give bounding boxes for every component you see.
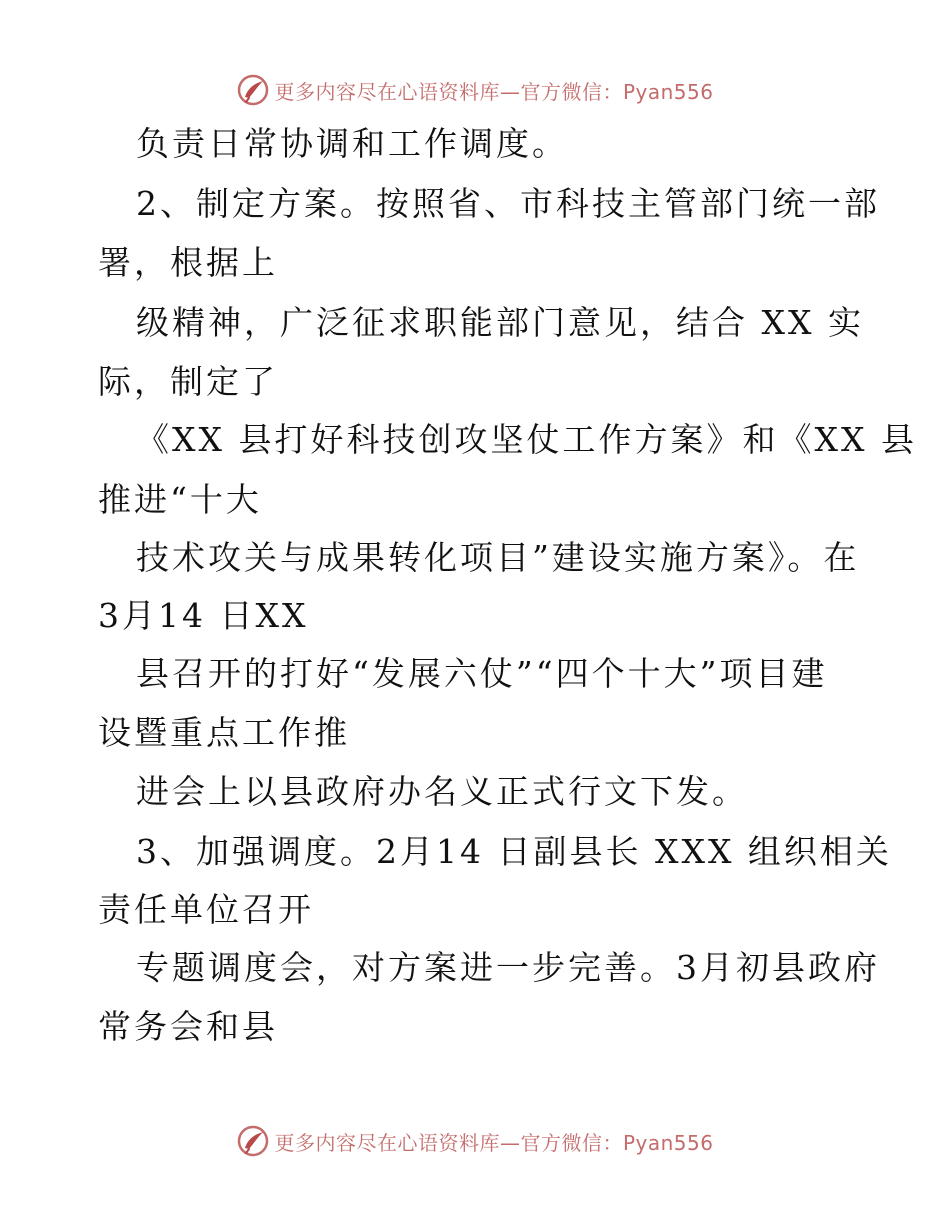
text-line: 县召开的打好“发展六仗”“四个十大”项目建	[136, 654, 828, 693]
text-line: 设暨重点工作推	[98, 713, 350, 752]
text-line: 推进“十大	[98, 480, 262, 519]
text-line: 2、制定方案。按照省、市科技主管部门统一部	[136, 184, 880, 223]
text-line: 进会上以县政府办名义正式行文下发。	[136, 772, 748, 811]
text-line: 责任单位召开	[98, 890, 314, 929]
text-line: 3月14 日XX	[98, 596, 309, 635]
brand-logo-icon	[236, 1124, 270, 1158]
text-line: 际，制定了	[98, 362, 278, 401]
text-line: 常务会和县	[98, 1007, 278, 1046]
footer-watermark-banner	[0, 1121, 950, 1161]
text-line: 署，根据上	[98, 243, 278, 282]
text-line: 3、加强调度。2月14 日副县长 XXX 组织相关	[136, 832, 892, 871]
brand-logo-icon	[236, 73, 270, 107]
footer-watermark-text: 更多内容尽在心语资料库—官方微信：Pyan556	[274, 1130, 714, 1155]
text-line: 专题调度会，对方案进一步完善。3月初县政府	[136, 948, 880, 987]
header-watermark-banner	[0, 70, 950, 110]
text-line: 负责日常协调和工作调度。	[136, 124, 568, 163]
text-line: 级精神，广泛征求职能部门意见，结合 XX 实	[136, 303, 864, 342]
text-line: 技术攻关与成果转化项目”建设实施方案》。在	[136, 538, 860, 577]
header-watermark-text: 更多内容尽在心语资料库—官方微信：Pyan556	[274, 79, 714, 104]
text-line: 《XX 县打好科技创攻坚仗工作方案》和《XX 县	[136, 420, 917, 459]
